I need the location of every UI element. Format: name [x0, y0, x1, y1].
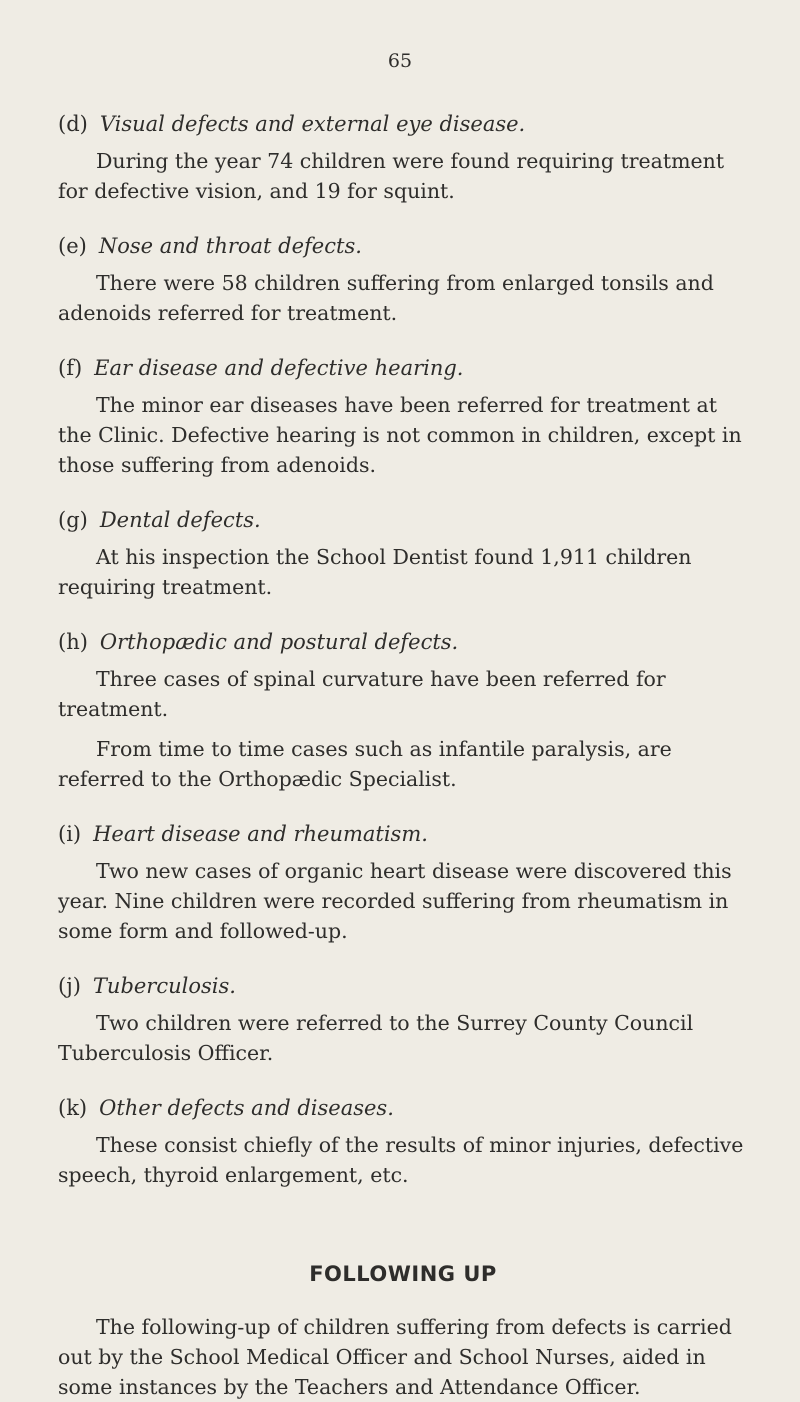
section-paragraph: These consist chiefly of the results of minor injuries, defective speech, thyroid enlargement, etc. [58, 1133, 744, 1187]
section-paragraph: Two new cases of organic heart disease were discovered this year. Nine children were recorded suffering from rheumatism in some form and followed-up. [58, 859, 732, 943]
section-letter: (k) [58, 1096, 88, 1120]
document-body [58, 110, 748, 1402]
section-title: Heart disease and rheumatism. [93, 822, 428, 846]
section [58, 628, 748, 794]
sections-list [58, 110, 748, 1190]
section-letter: (g) [58, 508, 88, 532]
section-title: Tuberculosis. [92, 974, 236, 998]
section-heading [58, 354, 748, 382]
section-paragraph: Three cases of spinal curvature have been referred for treatment. [58, 667, 666, 721]
section-heading [58, 972, 748, 1000]
section-paragraph: During the year 74 children were found requiring treatment for defective vision, and 19 for squint. [58, 149, 725, 203]
section-title: Ear disease and defective hearing. [94, 356, 464, 380]
section [58, 972, 748, 1068]
page-number: 65 [387, 50, 413, 72]
section-heading [58, 628, 748, 656]
section-paragraph: The minor ear diseases have been referred for treatment at the Clinic. Defective hearing is not common in children, except in those suffering from adenoids. [58, 393, 742, 477]
section-letter: (j) [58, 974, 81, 998]
section-title: Visual defects and external eye disease. [99, 112, 526, 136]
section-heading [58, 820, 748, 848]
section-paragraph: Two children were referred to the Surrey County Council Tuberculosis Officer. [58, 1011, 694, 1065]
section-title: Nose and throat defects. [98, 234, 362, 258]
section [58, 354, 748, 480]
section-letter: (e) [58, 234, 87, 258]
section-title: Other defects and diseases. [99, 1096, 394, 1120]
section-heading [58, 232, 748, 260]
section-title: Dental defects. [99, 508, 261, 532]
section-title: Orthopædic and postural defects. [99, 630, 459, 654]
section [58, 232, 748, 328]
section-letter: (d) [58, 112, 88, 136]
section [58, 506, 748, 602]
following-up-paragraph: The following-up of children suffering from defects is carried out by the School Medical Officer and School Nurses, aided in some instances by the Teachers and Attendance Officer. [58, 1315, 732, 1399]
section [58, 110, 748, 206]
section-paragraph: There were 58 children suffering from enlarged tonsils and adenoids referred for treatment. [58, 271, 714, 325]
section-paragraph: At his inspection the School Dentist found 1,911 children requiring treatment. [58, 545, 692, 599]
section [58, 1094, 748, 1190]
section-letter: (i) [58, 822, 82, 846]
following-up-heading: FOLLOWING UP [309, 1262, 497, 1286]
section-paragraph: From time to time cases such as infantile paralysis, are referred to the Orthopædic Specialist. [58, 737, 672, 791]
section-heading [58, 110, 748, 138]
section [58, 820, 748, 946]
section-heading [58, 1094, 748, 1122]
section-heading [58, 506, 748, 534]
section-letter: (h) [58, 630, 88, 654]
section-letter: (f) [58, 356, 83, 380]
